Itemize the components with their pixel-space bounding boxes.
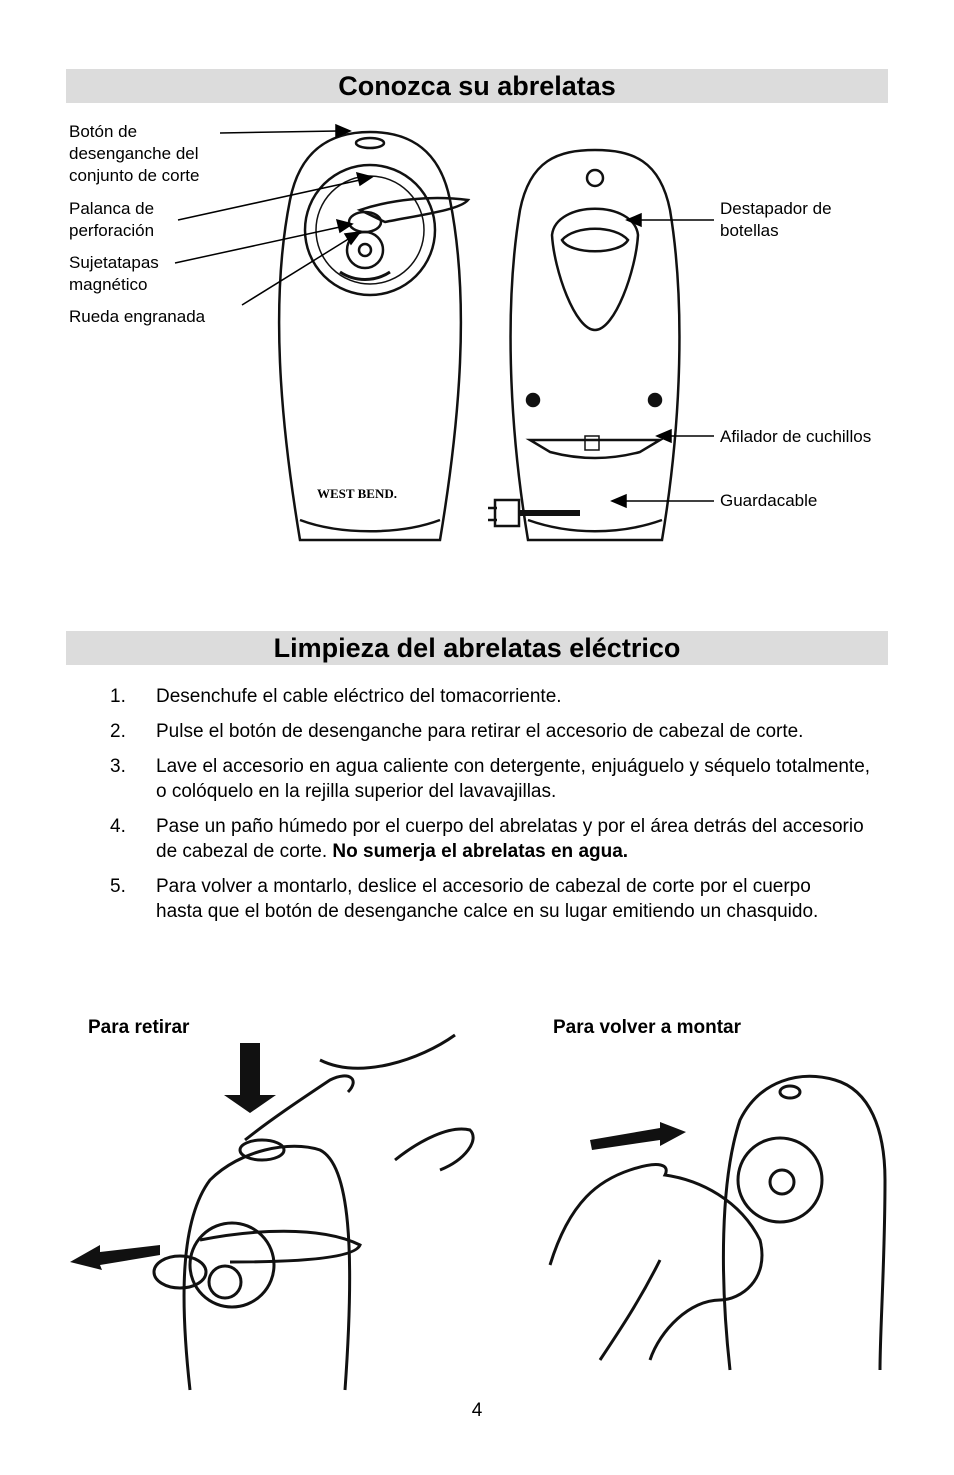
front-body (279, 132, 461, 540)
list-item (110, 874, 880, 924)
step-number: 3. (110, 756, 126, 777)
step-number: 1. (110, 686, 126, 707)
callout-cord-storage: Guardacable (720, 491, 818, 510)
finger-left (245, 1076, 353, 1140)
brand-logo: WEST BEND. (317, 486, 397, 501)
step-number: 2. (110, 721, 126, 742)
list-item (110, 719, 880, 744)
power-plug (495, 500, 519, 526)
list-item (110, 684, 880, 709)
page-number: 4 (471, 1400, 483, 1421)
opener-body-right (723, 1076, 885, 1370)
push-arrow-icon (590, 1122, 686, 1150)
callout-pierce-lever: Palanca de perforación (69, 199, 155, 240)
list-item (110, 814, 880, 864)
press-arrow-icon (224, 1043, 276, 1113)
step-number: 5. (110, 876, 126, 897)
cleaning-steps-list (110, 684, 880, 934)
section-title-cleaning: Limpieza del abrelatas eléctrico (66, 631, 888, 665)
step-number: 4. (110, 816, 126, 837)
list-item (110, 754, 880, 804)
callout-gear-wheel: Rueda engranada (69, 307, 206, 326)
callout-bottle-opener: Destapador de botellas (720, 199, 832, 240)
section-title-know-your-opener: Conozca su abrelatas (66, 69, 888, 103)
step-text (156, 814, 880, 864)
step-text: Para volver a montarlo, deslice el accesorio de cabezal de corte por el cuerpo hasta que el botón de desenganche calce en su lugar emitiendo un chasquido. (156, 876, 819, 922)
hand-right (550, 1165, 762, 1360)
step-text: Pulse el botón de desenganche para retirar el accesorio de cabezal de corte. (156, 721, 804, 742)
opener-body-left (184, 1146, 350, 1390)
step-text: Lave el accesorio en agua caliente con detergente, enjuáguelo y séquelo totalmente, o colóquelo en la rejilla superior del lavavajillas. (156, 756, 871, 802)
step-text-regular: Pase un paño húmedo por el cuerpo del abrelatas y por el área detrás del accesorio de cabezal de corte. (156, 816, 864, 862)
callout-lid-holder: Sujetatapas magnético (69, 253, 159, 294)
pull-arrow-icon (70, 1245, 160, 1270)
knife-sharpener-slot (530, 440, 660, 458)
step-text: Desenchufe el cable eléctrico del tomacorriente. (156, 686, 562, 707)
bottle-opener-shape (552, 209, 638, 330)
cutting-head-left (190, 1223, 274, 1307)
release-button-left (240, 1140, 284, 1160)
cutting-head-right (738, 1138, 822, 1222)
callout-knife-sharpener: Afilador de cuchillos (720, 427, 872, 446)
remove-heading: Para retirar (88, 1017, 190, 1038)
reassemble-heading: Para volver a montar (553, 1017, 741, 1038)
release-button (356, 138, 384, 148)
step-warning: No sumerja el abrelatas en agua. (332, 841, 629, 862)
callout-release-button: Botón de desenganche del conjunto de corte (69, 122, 200, 185)
